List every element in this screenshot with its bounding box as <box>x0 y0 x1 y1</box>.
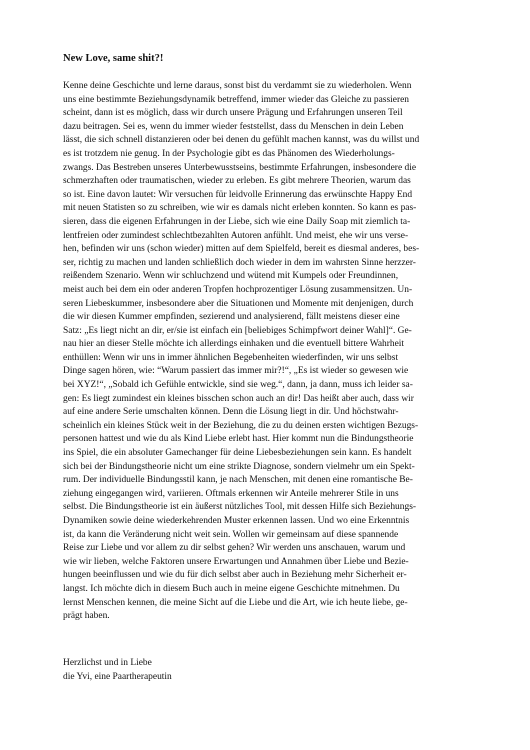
body-line: die wir diesen Kummer empfinden, sezierend und analysierend, fällt meistens dieser eine <box>63 312 400 323</box>
body-line: ser, richtig zu machen und landen schließlich doch wieder in dem im wahrsten Sinne herzzer- <box>63 257 416 268</box>
closing-block <box>63 657 172 684</box>
body-line: es ist trotzdem nie genug. In der Psychologie gibt es das Phänomen des Wiederholungs- <box>63 148 395 159</box>
body-line: auf eine andere Serie umschalten können. Denn die Lösung liegt in dir. Und höchstwahr- <box>63 407 399 418</box>
body-line: wie wir lieben, welche Faktoren unsere Erwartungen und Annahmen über Liebe und Bezie- <box>63 556 409 567</box>
body-line: lernst Menschen kennen, die meine Sicht auf die Liebe und die Art, wie ich heute liebe, ge- <box>63 597 408 608</box>
body-line: ins Spiel, die ein absoluter Gamechanger für deine Liebesbeziehungen sein kann. Es handelt <box>63 448 412 459</box>
body-line: selbst. Die Bindungstheorie ist ein äußerst nützliches Tool, mit dessen Hilfe sich Beziehungs- <box>63 502 417 513</box>
body-line: so ist. Eine davon lautet: Wir versuchen für leidvolle Erinnerung das erwünschte Happy End <box>63 189 413 200</box>
body-line: hungen beeinflussen und wie du für dich selbst aber auch in Beziehung mehr Sicherheit er- <box>63 570 407 581</box>
body-line: zwangs. Das Bestreben unseres Unterbewusstseins, bestimmte Erfahrungen, insbesondere die <box>63 162 417 173</box>
body-line: sich bei der Bindungstheorie nicht um eine strikte Diagnose, sondern vielmehr um ein Spekt- <box>63 461 415 472</box>
body-line: scheint, dann ist es möglich, dass wir durch unsere Prägung und Erfahrungen unseren Teil <box>63 108 403 119</box>
body-line: langst. Ich möchte dich in diesem Buch auch in meine eigene Geschichte mitnehmen. Du <box>63 583 400 594</box>
body-line: ist, da kann die Veränderung nicht weit sein. Wollen wir gemeinsam auf diese spannende <box>63 529 399 540</box>
closing-signature: die Yvi, eine Paartherapeutin <box>63 671 172 682</box>
body-line: bei XYZ!“, „Sobald ich Gefühle entwickle, sind sie weg.“, dann, ja dann, muss ich leider sa- <box>63 380 413 391</box>
body-line: lässt, die sich schnell distanzieren oder bei denen du gefühlt machen kannst, was du willst und <box>63 135 420 146</box>
body-line: Reise zur Liebe und vor allem zu dir selbst gehen? Wir werden uns anschauen, warum und <box>63 543 406 554</box>
closing-greeting: Herzlichst und in Liebe <box>63 658 152 668</box>
body-line: mit neuen Statisten so zu schreiben, wie wir es damals nicht erleben konnten. So kann es pas- <box>63 203 417 214</box>
body-line: prägt haben. <box>63 611 110 622</box>
body-line: nau hier an dieser Stelle möchte ich allerdings einhaken und die eventuell bittere Wahrheit <box>63 339 405 350</box>
body-line: lentfreien oder zumindest schlechtbezahlten Autoren anfühlt. Und meist, ehe wir uns verse- <box>63 230 409 241</box>
body-line: Satz: „Es liegt nicht an dir, er/sie ist einfach ein [beliebiges Schimpfwort deiner Wahl]“. Ge- <box>63 325 412 336</box>
body-line: scheinlich ein kleines Stück weit in der Beziehung, die zu du deinen ersten wichtigen Bezugs- <box>63 420 419 431</box>
body-line: dazu beitragen. Sei es, wenn du immer wieder feststellst, dass du Menschen in dein Leben <box>63 121 404 132</box>
document-title: New Love, same shit?! <box>63 53 164 64</box>
body-line: Kenne deine Geschichte und lerne daraus, sonst bist du verdammt sie zu wiederholen. Wenn <box>63 81 412 91</box>
body-line: sieren, dass die eigenen Erfahrungen in der Liebe, sich wie eine Daily Soap mit ziemlich ta- <box>63 216 411 227</box>
body-line: meist auch bei dem ein oder anderen Tropfen hochprozentiger Lösung zusammensitzen. Un- <box>63 284 413 295</box>
body-line: reißendem Szenario. Wenn wir schluchzend und wütend mit Kumpels oder Freundinnen, <box>63 271 399 282</box>
body-line: rum. Der individuelle Bindungsstil kann, je nach Menschen, mit denen eine romantische Be- <box>63 475 413 486</box>
body-line: enthüllen: Wenn wir uns in immer ähnlichen Begebenheiten wiederfinden, wir uns selbst <box>63 352 399 363</box>
body-line: Dynamiken sowie deine wiederkehrenden Muster erkennen lassen. Und wo eine Erkenntnis <box>63 516 410 526</box>
body-line: ziehung eingegangen wird, variieren. Oftmals erkennen wir Anteile mehrerer Stile in uns <box>63 488 399 499</box>
body-line: personen hattest und wie du als Kind Liebe erlebt hast. Hier kommt nun die Bindungstheorie <box>63 434 414 445</box>
body-line: seren Liebeskummer, insbesondere aber die Situationen und Momente mit denjenigen, durch <box>63 298 414 309</box>
body-line: gen: Es liegt zumindest ein kleines bisschen schon auch an dir! Das heißt aber auch, dass wir <box>63 393 414 404</box>
body-line: uns eine bestimmte Beziehungsdynamik betreffend, immer wieder das Gleiche zu passieren <box>63 94 410 105</box>
body-line: schmerzhaften oder traumatischen, wieder zu erleben. Es gibt mehrere Theorien, warum das <box>63 176 411 187</box>
body-line: Dinge sagen hören, wie: “Warum passiert das immer mir?!“, „Es ist wieder so gewesen wie <box>63 366 409 377</box>
body-line: hen, befinden wir uns (schon wieder) mitten auf dem Spielfeld, bereit es diesmal anderes, bes- <box>63 244 420 255</box>
body-text <box>63 80 473 624</box>
